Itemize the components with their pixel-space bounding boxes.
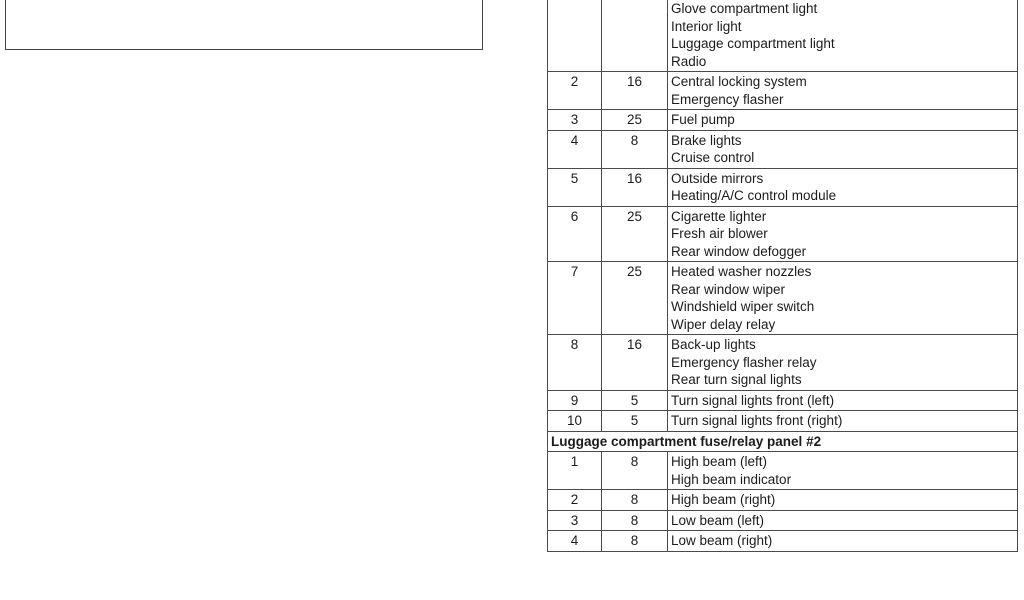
fuse-amps-cell: 25 bbox=[602, 262, 668, 335]
fuse-number-cell: 2 bbox=[548, 490, 602, 511]
function-text: High beam (right) bbox=[671, 492, 776, 507]
function-text: High beam (left) bbox=[671, 454, 768, 469]
function-text: Cigarette lighter bbox=[671, 208, 767, 224]
blank-frame bbox=[5, 0, 483, 50]
fuse-number-cell: 9 bbox=[548, 390, 602, 411]
fuse-function-cell bbox=[668, 0, 1018, 72]
function-text: Central locking system bbox=[671, 74, 807, 89]
table-row bbox=[548, 490, 1018, 511]
fuse-amps-cell: 8 bbox=[602, 452, 668, 490]
fuse-number-cell bbox=[548, 0, 602, 72]
table-row bbox=[548, 335, 1018, 391]
fuse-amps-cell bbox=[602, 0, 668, 72]
fuse-amps-cell: 8 bbox=[602, 510, 668, 531]
fuse-function-cell bbox=[668, 490, 1018, 511]
fuse-amps-cell: 25 bbox=[602, 110, 668, 131]
fuse-function-cell bbox=[668, 206, 1018, 262]
function-text: Fuel pump bbox=[671, 112, 735, 127]
fuse-number-cell: 4 bbox=[548, 130, 602, 168]
fuse-function-cell bbox=[668, 390, 1018, 411]
function-text: Glove compartment light bbox=[671, 1, 818, 16]
function-text: Interior light bbox=[671, 18, 742, 34]
function-text: Radio bbox=[671, 53, 707, 69]
fuse-amps-cell: 8 bbox=[602, 130, 668, 168]
fuse-function-cell bbox=[668, 510, 1018, 531]
fuse-amps-cell: 25 bbox=[602, 206, 668, 262]
function-text: Wiper delay relay bbox=[671, 316, 776, 332]
function-text: Heating/A/C control module bbox=[671, 188, 837, 203]
fuse-function-cell bbox=[668, 335, 1018, 391]
function-text: Turn signal lights front (left) bbox=[671, 392, 835, 408]
fuse-function-cell bbox=[668, 411, 1018, 432]
table-row bbox=[548, 130, 1018, 168]
function-text: Luggage compartment light bbox=[671, 36, 835, 51]
function-text: Emergency flasher bbox=[671, 91, 784, 107]
fuse-number-cell: 3 bbox=[548, 110, 602, 131]
function-text: Rear window defogger bbox=[671, 243, 807, 259]
fuse-amps-cell: 16 bbox=[602, 72, 668, 110]
fuse-number-cell: 5 bbox=[548, 168, 602, 206]
fuse-number-cell: 2 bbox=[548, 72, 602, 110]
function-text: Turn signal lights front (right) bbox=[671, 413, 843, 428]
fuse-amps-cell: 8 bbox=[602, 490, 668, 511]
function-text: High beam indicator bbox=[671, 471, 792, 487]
table-row bbox=[548, 72, 1018, 110]
table-row bbox=[548, 452, 1018, 490]
fuse-amps-cell: 8 bbox=[602, 531, 668, 552]
table-row bbox=[548, 510, 1018, 531]
fuse-function-cell bbox=[668, 168, 1018, 206]
table-row bbox=[548, 168, 1018, 206]
function-text: Low beam (left) bbox=[671, 512, 765, 528]
fuse-number-cell: 4 bbox=[548, 531, 602, 552]
table-row bbox=[548, 110, 1018, 131]
fuse-number-cell: 6 bbox=[548, 206, 602, 262]
function-text: Heated washer nozzles bbox=[671, 264, 812, 279]
table-row bbox=[548, 0, 1018, 72]
fuse-table-body bbox=[548, 0, 1018, 551]
fuse-number-cell: 3 bbox=[548, 510, 602, 531]
function-text: Brake lights bbox=[671, 132, 742, 148]
function-text: Low beam (right) bbox=[671, 533, 773, 548]
fuse-amps-cell: 16 bbox=[602, 168, 668, 206]
table-row bbox=[548, 531, 1018, 552]
function-text: Back-up lights bbox=[671, 337, 756, 352]
table-row bbox=[548, 262, 1018, 335]
fuse-function-cell bbox=[668, 262, 1018, 335]
fuse-number-cell: 1 bbox=[548, 452, 602, 490]
table-row bbox=[548, 411, 1018, 432]
fuse-number-cell: 7 bbox=[548, 262, 602, 335]
fuse-function-cell bbox=[668, 531, 1018, 552]
fuse-table bbox=[547, 0, 1018, 552]
function-text: Rear window wiper bbox=[671, 281, 786, 297]
fuse-amps-cell: 5 bbox=[602, 411, 668, 432]
table-row bbox=[548, 390, 1018, 411]
function-text: Emergency flasher relay bbox=[671, 354, 817, 370]
fuse-number-cell: 8 bbox=[548, 335, 602, 391]
fuse-amps-cell: 5 bbox=[602, 390, 668, 411]
fuse-function-cell bbox=[668, 130, 1018, 168]
fuse-number-cell: 10 bbox=[548, 411, 602, 432]
function-text: Cruise control bbox=[671, 150, 755, 165]
section-title: Luggage compartment fuse/relay panel #2 bbox=[548, 431, 1018, 452]
function-text: Outside mirrors bbox=[671, 170, 764, 186]
function-text: Fresh air blower bbox=[671, 226, 768, 241]
fuse-amps-cell: 16 bbox=[602, 335, 668, 391]
function-text: Rear turn signal lights bbox=[671, 372, 802, 387]
section-header-row bbox=[548, 431, 1018, 452]
table-row bbox=[548, 206, 1018, 262]
function-text: Windshield wiper switch bbox=[671, 299, 815, 314]
fuse-function-cell bbox=[668, 72, 1018, 110]
fuse-function-cell bbox=[668, 110, 1018, 131]
fuse-function-cell bbox=[668, 452, 1018, 490]
